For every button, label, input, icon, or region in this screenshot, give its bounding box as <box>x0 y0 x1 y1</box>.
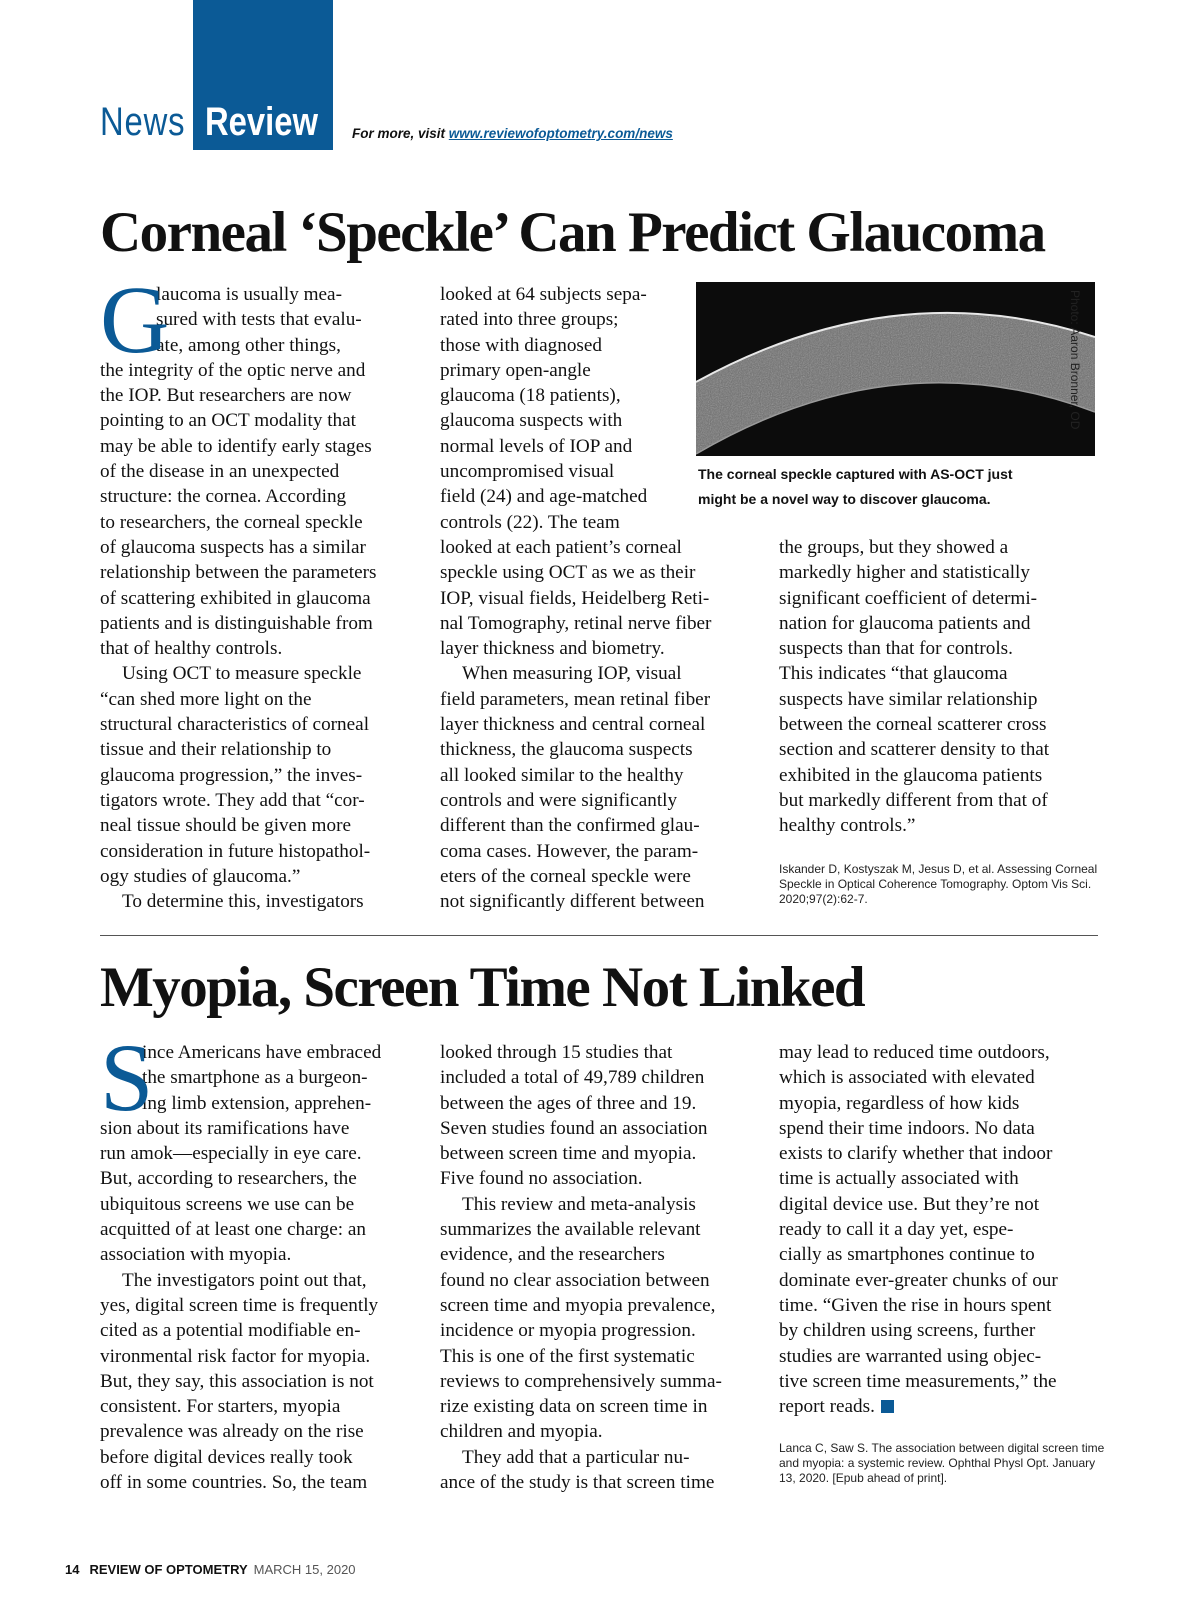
text-line: studies are warranted using objec- <box>779 1345 1042 1367</box>
text-line: different than the confirmed glau- <box>440 815 700 837</box>
text-line: ubiquitous screens we use can be <box>100 1193 355 1215</box>
text-line: suspects have similar relationship <box>779 688 1038 710</box>
text-line: reviews to comprehensively summa- <box>440 1370 722 1392</box>
article2-column-3 <box>779 1040 1099 1419</box>
reference-line: Speckle in Optical Coherence Tomography. Optom Vis Sci. <box>779 877 1092 891</box>
caption-line: The corneal speckle captured with AS-OCT just <box>698 466 1013 482</box>
visit-prefix: For more, visit <box>352 126 449 141</box>
text-line: yes, digital screen time is frequently <box>100 1294 379 1316</box>
text-line: summarizes the available relevant <box>440 1219 701 1241</box>
text-line: cially as smartphones continue to <box>779 1244 1035 1266</box>
page-footer <box>65 1562 356 1577</box>
text-line: time. “Given the rise in hours spent <box>779 1294 1052 1316</box>
text-line: time is actually associated with <box>779 1168 1019 1190</box>
text-line: by children using screens, further <box>779 1320 1036 1342</box>
article2-dropcap: S <box>100 1024 154 1131</box>
text-line: rated into three groups; <box>440 309 619 331</box>
text-line: coma cases. However, the param- <box>440 840 699 862</box>
text-line: glaucoma suspects with <box>440 410 623 432</box>
text-line: nation for glaucoma patients and <box>779 612 1031 634</box>
text-line: looked at each patient’s corneal <box>440 536 682 558</box>
text-line: ince Americans have embraced <box>142 1042 382 1063</box>
reference-line: Iskander D, Kostyszak M, Jesus D, et al. Assessing Corneal <box>779 862 1098 876</box>
text-line: pointing to an OCT modality that <box>100 410 356 432</box>
text-line: layer thickness and biometry. <box>440 638 665 660</box>
photo-caption <box>698 462 1013 512</box>
text-line: rize existing data on screen time in <box>440 1396 708 1418</box>
photo-credit: Photo: Aaron Bronner, OD <box>1068 290 1082 430</box>
text-line: They add that a particular nu- <box>462 1446 690 1468</box>
text-line: ate, among other things, <box>156 334 341 356</box>
text-line: sion about its ramifications have <box>100 1117 350 1139</box>
article1-col3-lines <box>779 535 1099 839</box>
text-line: prevalence was already on the rise <box>100 1421 364 1443</box>
text-line: normal levels of IOP and <box>440 435 633 457</box>
text-line: may lead to reduced time outdoors, <box>779 1042 1050 1063</box>
article2-column-1 <box>100 1024 410 1495</box>
reference-line: Lanca C, Saw S. The association between digital screen time <box>779 1441 1105 1455</box>
text-line: nal Tomography, retinal nerve fiber <box>440 612 712 634</box>
text-line: acquitted of at least one charge: an <box>100 1219 367 1241</box>
text-line: exhibited in the glaucoma patients <box>779 764 1043 786</box>
text-line: children and myopia. <box>440 1421 603 1443</box>
text-line: cited as a potential modifiable en- <box>100 1320 361 1342</box>
text-line: structure: the cornea. According <box>100 486 347 508</box>
reference-line: and myopia: a systemic review. Ophthal Physl Opt. January <box>779 1456 1096 1470</box>
text-line: spend their time indoors. No data <box>779 1117 1035 1139</box>
text-line: between screen time and myopia. <box>440 1143 697 1165</box>
text-line: But, they say, this association is not <box>100 1370 374 1392</box>
text-line: When measuring IOP, visual <box>462 663 682 685</box>
text-line: the groups, but they showed a <box>779 537 1009 558</box>
text-line: controls and were significantly <box>440 789 678 811</box>
text-line: suspects than that for controls. <box>779 638 1013 660</box>
text-line: those with diagnosed <box>440 334 603 356</box>
text-line: vironmental risk factor for myopia. <box>100 1345 371 1367</box>
article2-col2-lines <box>440 1040 750 1495</box>
text-line: incidence or myopia progression. <box>440 1320 696 1342</box>
text-line: patients and is distinguishable from <box>100 612 373 634</box>
publication-name: REVIEW OF OPTOMETRY <box>89 1562 248 1577</box>
end-of-article-marker <box>881 1400 894 1413</box>
text-line: field parameters, mean retinal fiber <box>440 688 711 710</box>
text-line: screen time and myopia prevalence, <box>440 1294 716 1316</box>
text-line: “can shed more light on the <box>100 688 312 710</box>
text-line: laucoma is usually mea- <box>156 284 342 305</box>
text-line: To determine this, investigators <box>122 891 364 913</box>
text-line: included a total of 49,789 children <box>440 1067 705 1089</box>
text-line: ready to call it a day yet, espe- <box>779 1219 1014 1241</box>
text-line: This indicates “that glaucoma <box>779 663 1008 685</box>
article1-column-1 <box>100 266 410 914</box>
article1-dropcap: G <box>100 266 170 373</box>
section-label-review: Review <box>205 100 319 144</box>
text-line: The investigators point out that, <box>122 1269 367 1291</box>
news-link[interactable]: www.reviewofoptometry.com/news <box>448 126 673 141</box>
text-line: the IOP. But researchers are now <box>100 385 352 407</box>
text-line: speckle using OCT as we as their <box>440 562 696 584</box>
text-line: section and scatterer density to that <box>779 739 1050 761</box>
text-line: consistent. For starters, myopia <box>100 1396 341 1418</box>
text-line: to researchers, the corneal speckle <box>100 511 363 533</box>
article2-title: Myopia, Screen Time Not Linked <box>100 956 865 1019</box>
text-line: between the ages of three and 19. <box>440 1092 697 1114</box>
text-line: before digital devices really took <box>100 1446 353 1468</box>
text-line: IOP, visual fields, Heidelberg Reti- <box>440 587 710 609</box>
article2-reference <box>779 1441 1104 1486</box>
text-line: run amok—especially in eye care. <box>100 1143 362 1165</box>
text-line: which is associated with elevated <box>779 1067 1035 1089</box>
text-line: found no clear association between <box>440 1269 710 1291</box>
text-line: the smartphone as a burgeon- <box>142 1067 368 1089</box>
text-line: all looked similar to the healthy <box>440 764 684 786</box>
text-line: ing limb extension, apprehen- <box>142 1092 372 1114</box>
text-line: that of healthy controls. <box>100 638 283 660</box>
text-line: looked at 64 subjects sepa- <box>440 284 647 305</box>
text-line: digital device use. But they’re not <box>779 1193 1040 1215</box>
text-line: dominate ever-greater chunks of our <box>779 1269 1058 1291</box>
text-line: may be able to identify early stages <box>100 435 372 457</box>
oct-scan-image <box>696 282 1095 456</box>
text-line: primary open-angle <box>440 359 591 381</box>
text-line: But, according to researchers, the <box>100 1168 357 1190</box>
text-line: This review and meta-analysis <box>462 1193 696 1215</box>
text-line: This is one of the first systematic <box>440 1345 695 1367</box>
article1-reference <box>779 862 1097 907</box>
text-line: not significantly different between <box>440 891 705 913</box>
text-line: of the disease in an unexpected <box>100 461 340 483</box>
text-line: relationship between the parameters <box>100 562 377 584</box>
text-line: consideration in future histopathol- <box>100 840 371 862</box>
text-line: controls (22). The team <box>440 511 620 533</box>
text-line: Seven studies found an association <box>440 1117 708 1139</box>
section-divider <box>100 935 1098 936</box>
text-line: ance of the study is that screen time <box>440 1472 715 1494</box>
text-line: off in some countries. So, the team <box>100 1472 368 1494</box>
text-line: glaucoma (18 patients), <box>440 385 621 407</box>
text-line: Five found no association. <box>440 1168 643 1190</box>
visit-line <box>352 126 673 141</box>
text-line: thickness, the glaucoma suspects <box>440 739 693 761</box>
text-line: Using OCT to measure speckle <box>122 663 362 685</box>
text-line: uncompromised visual <box>440 461 615 483</box>
text-line: eters of the corneal speckle were <box>440 865 691 887</box>
text-line: the integrity of the optic nerve and <box>100 359 366 381</box>
text-line: exists to clarify whether that indoor <box>779 1143 1053 1165</box>
text-line: association with myopia. <box>100 1244 292 1266</box>
text-line: of scattering exhibited in glaucoma <box>100 587 371 609</box>
text-line: neal tissue should be given more <box>100 815 351 837</box>
text-line: structural characteristics of corneal <box>100 714 370 736</box>
article1-column-3 <box>779 535 1099 839</box>
text-line: markedly higher and statistically <box>779 562 1030 584</box>
text-line: sured with tests that evalu- <box>156 309 362 331</box>
text-line: healthy controls.” <box>779 815 916 837</box>
text-line: report reads. <box>779 1394 1099 1419</box>
issue-date: MARCH 15, 2020 <box>253 1562 356 1577</box>
article1-title: Corneal ‘Speckle’ Can Predict Glaucoma <box>100 201 1045 264</box>
text-line: of glaucoma suspects has a similar <box>100 536 366 558</box>
text-line: field (24) and age-matched <box>440 486 648 508</box>
caption-line: might be a novel way to discover glaucoma. <box>698 491 991 507</box>
text-line: glaucoma progression,” the inves- <box>100 764 363 786</box>
text-line: tive screen time measurements,” the <box>779 1370 1057 1392</box>
text-line: layer thickness and central corneal <box>440 714 706 736</box>
article2-column-2 <box>440 1040 750 1495</box>
text-line: but markedly different from that of <box>779 789 1048 811</box>
text-line: looked through 15 studies that <box>440 1042 673 1063</box>
text-line: tissue and their relationship to <box>100 739 332 761</box>
text-line: ogy studies of glaucoma.” <box>100 865 301 887</box>
article2-col3-lines <box>779 1040 1099 1419</box>
article1-col1-lines <box>100 358 410 915</box>
corneal-speckle-photo <box>696 282 1095 456</box>
text-line: significant coefficient of determi- <box>779 587 1038 609</box>
text-line: evidence, and the researchers <box>440 1244 665 1266</box>
reference-line: 13, 2020. [Epub ahead of print]. <box>779 1471 948 1485</box>
text-line: myopia, regardless of how kids <box>779 1092 1020 1114</box>
section-label-news: News <box>100 100 186 144</box>
page-number: 14 <box>65 1562 80 1577</box>
text-line: tigators wrote. They add that “cor- <box>100 789 365 811</box>
article2-col1-lines <box>100 1116 410 1495</box>
text-line: between the corneal scatterer cross <box>779 714 1047 736</box>
reference-line: 2020;97(2):62-7. <box>779 892 868 906</box>
